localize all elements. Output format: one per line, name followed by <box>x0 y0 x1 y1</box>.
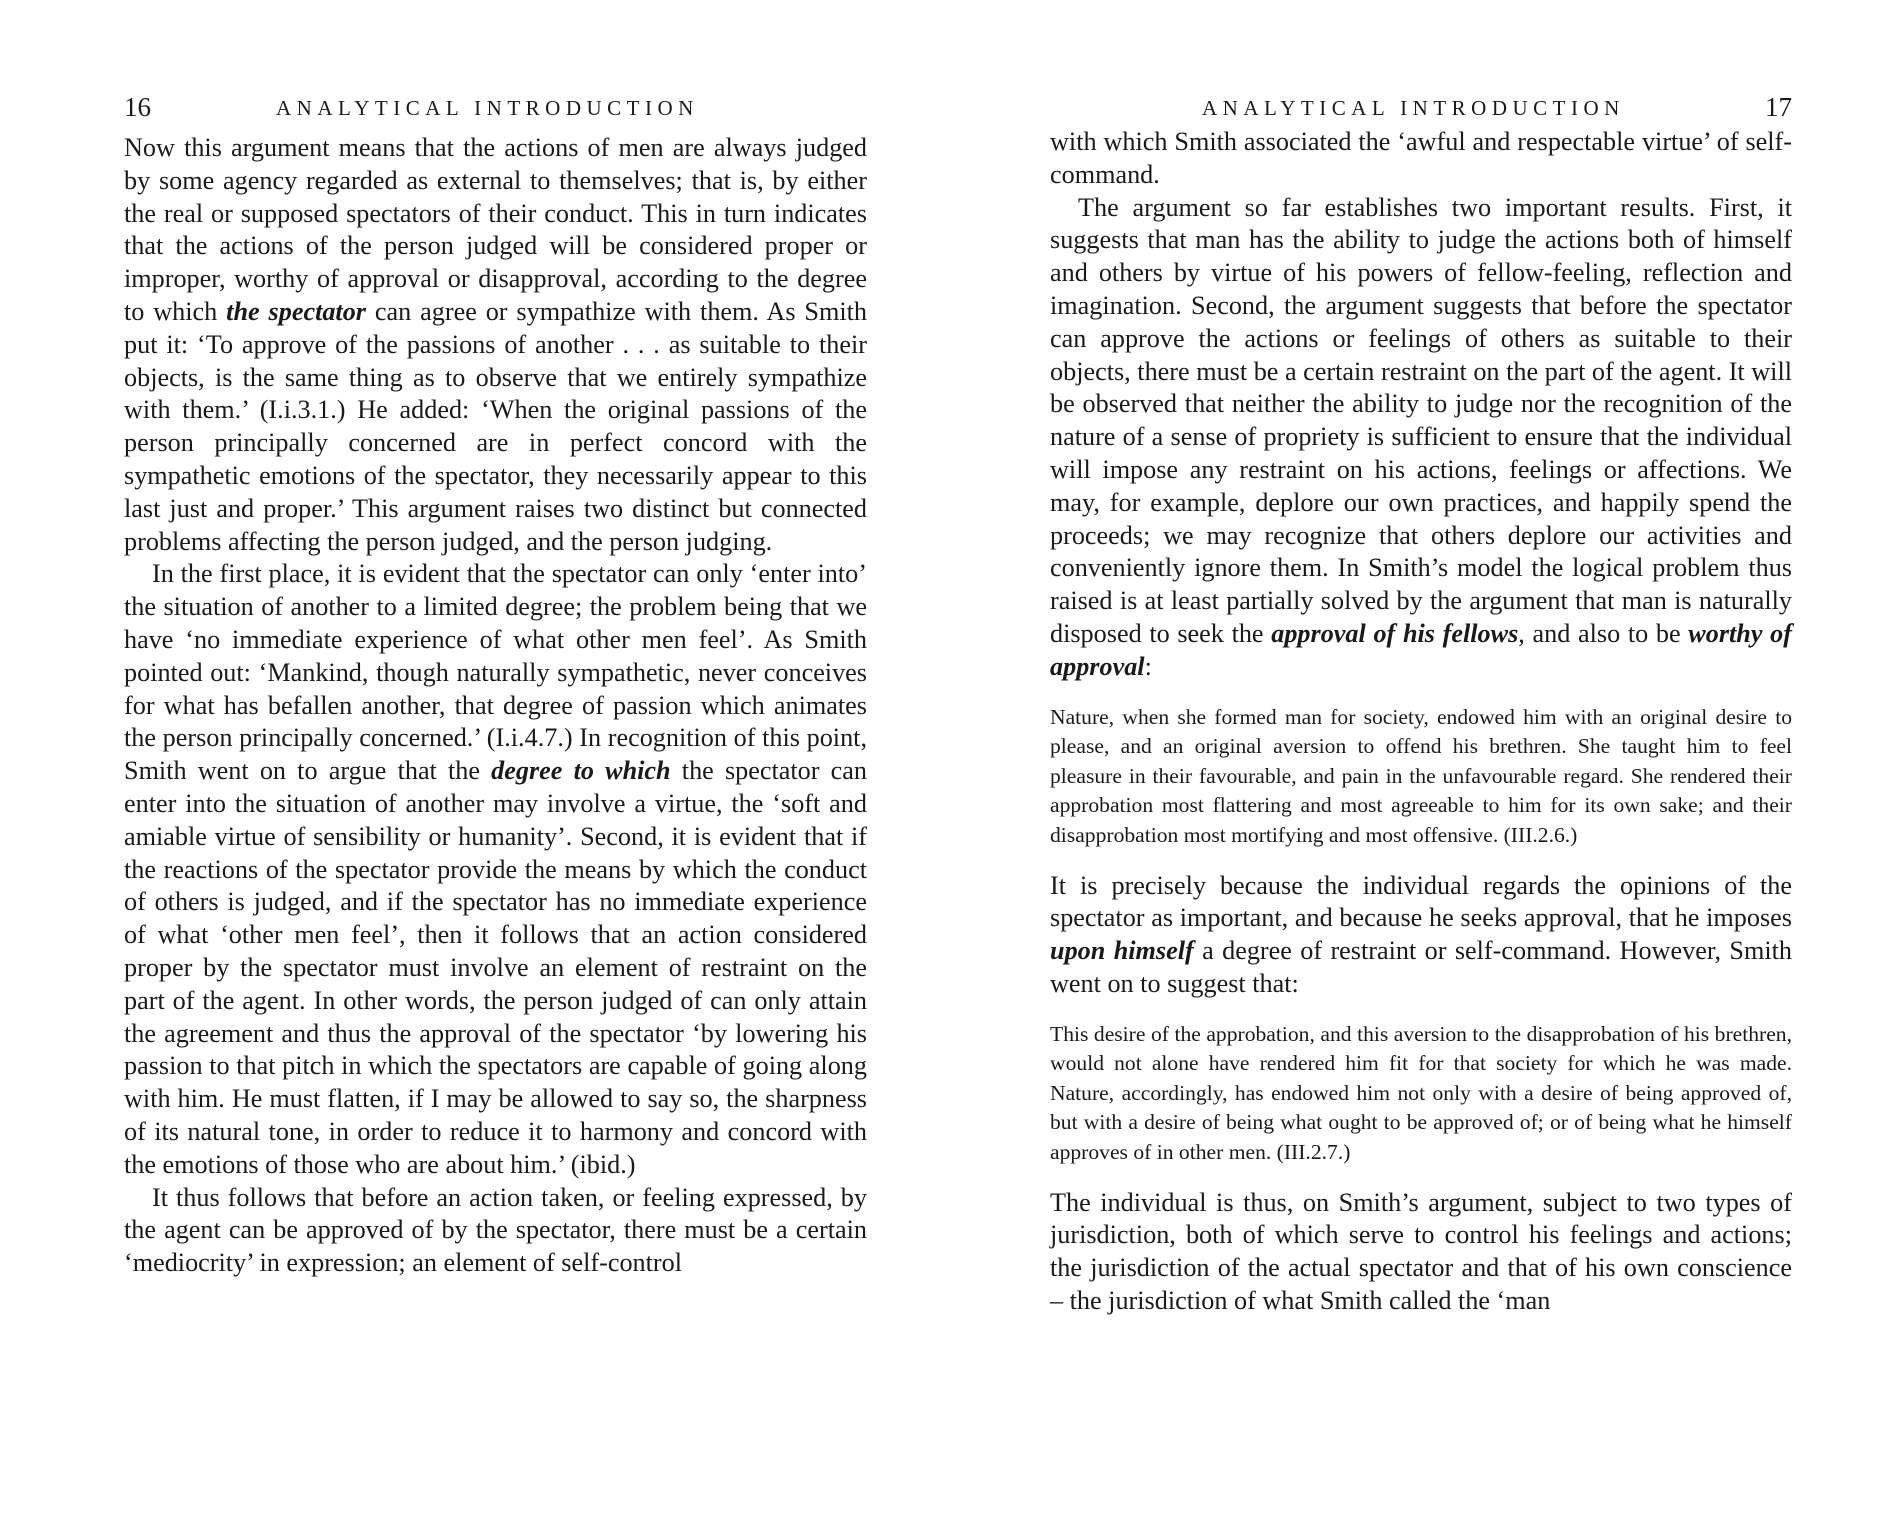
right-page <box>1050 92 1792 1318</box>
emphasis: worthy of approval <box>1050 618 1792 681</box>
running-head-title-right: ANALYTICAL INTRODUCTION <box>1202 96 1625 120</box>
paragraph: with which Smith associated the ‘awful and respectable virtue’ of self-command. <box>1050 127 1792 189</box>
paragraph: The argument so far establishes two important results. First, it suggests that man has the ability to judge the actions both of himself and others by virtue of his powers of fellow-feeling, reflection and imagination. Second, the argument suggests that before the spectator can approve the actions or feelings of others as suitable to their objects, there must be a certain restraint on the part of the agent. It will be observed that neither the ability to judge nor the recognition of the nature of a sense of propriety is sufficient to ensure that the individual will impose any restraint on his actions, feelings or affections. We may, for example, deplore our own practices, and happily spend the proceeds; we may recognize that others deplore our activities and conveniently ignore them. In Smith’s model the logical problem thus raised is at least partially solved by the argument that man is naturally disposed to seek the approval of his fellows, and also to be worthy of approval: <box>1050 192 1792 681</box>
paragraph: It thus follows that before an action taken, or feeling expressed, by the agent can be approved of by the spectator, there must be a certain ‘mediocrity’ in expression; an element of self-control <box>124 1182 867 1278</box>
emphasis: upon himself <box>1050 936 1194 966</box>
emphasis: the spectator <box>226 296 366 326</box>
left-body-text <box>124 132 867 1280</box>
right-body-text <box>1050 126 1792 1318</box>
block-quote: Nature, when she formed man for society, endowed him with an original desire to please, and an original aversion to offend his brethren. She taught him to feel pleasure in their favourable, and pain in the unfavourable regard. She rendered their approbation most flattering and most agreeable to him for its own sake; and their disapprobation most mortifying and most offensive. (III.2.6.) <box>1050 704 1792 847</box>
running-head-right <box>1050 92 1792 132</box>
block-quote: This desire of the approbation, and this aversion to the disapprobation of his brethren, would not alone have rendered him fit for that society for which he was made. Nature, accordingly, has endowed him not only with a desire of being approved of, but with a desire of being what ought to be approved of; or of being what he himself approves of in other men. (III.2.7.) <box>1050 1021 1792 1165</box>
page-number-right: 17 <box>1765 92 1792 122</box>
running-head-left <box>124 92 867 132</box>
left-page <box>124 92 867 1280</box>
emphasis: degree to which <box>491 756 671 786</box>
paragraph: Now this argument means that the actions of men are always judged by some agency regarded as external to themselves; that is, by either the real or supposed spectators of their conduct. This in turn indicates that the actions of the person judged will be considered proper or improper, worthy of approval or disapproval, according to the degree to which the spectator can agree or sympathize with them. As Smith put it: ‘To approve of the passions of another . . . as suitable to their objects, is the same thing as to observe that we entirely sympathize with them.’ (I.i.3.1.) He added: ‘When the original passions of the person principally concerned are in perfect concord with the sympathetic emotions of the spectator, they necessarily appear to this last just and proper.’ This argument raises two distinct but connected problems affecting the person judged, and the person judging. <box>124 133 867 556</box>
emphasis: approval of his fellows <box>1271 618 1519 648</box>
paragraph: The individual is thus, on Smith’s argument, subject to two types of jurisdiction, both of which serve to control his feelings and actions; the jurisdiction of the actual spectator and that of his own conscience – the jurisdiction of what Smith called the ‘man <box>1050 1187 1792 1316</box>
running-head-title-left: ANALYTICAL INTRODUCTION <box>276 96 699 120</box>
paragraph: It is precisely because the individual regards the opinions of the spectator as important, and because he seeks approval, that he imposes upon himself a degree of restraint or self-command. However, Smith went on to suggest that: <box>1050 870 1792 998</box>
paragraph: In the first place, it is evident that the spectator can only ‘enter into’ the situation of another to a limited degree; the problem being that we have ‘no immediate experience of what other men feel’. As Smith pointed out: ‘Mankind, though naturally sympathetic, never conceives for what has befallen another, that degree of passion which animates the person principally concerned.’ (I.i.4.7.) In recognition of this point, Smith went on to argue that the degree to which the spectator can enter into the situation of another may involve a virtue, the ‘soft and amiable virtue of sensibility or humanity’. Second, it is evident that if the reactions of the spectator provide the means by which the conduct of others is judged, and if the spectator has no immediate experience of what ‘other men feel’, then it follows that an action considered proper by the spectator must involve an element of restraint on the part of the agent. In other words, the person judged of can only attain the agreement and thus the approval of the spectator ‘by lowering his passion to that pitch in which the spectators are capable of going along with him. He must flatten, if I may be allowed to say so, the sharpness of its natural tone, in order to reduce it to harmony and concord with the emotions of those who are about him.’ (ibid.) <box>124 559 867 1179</box>
page-number-left: 16 <box>124 92 151 122</box>
